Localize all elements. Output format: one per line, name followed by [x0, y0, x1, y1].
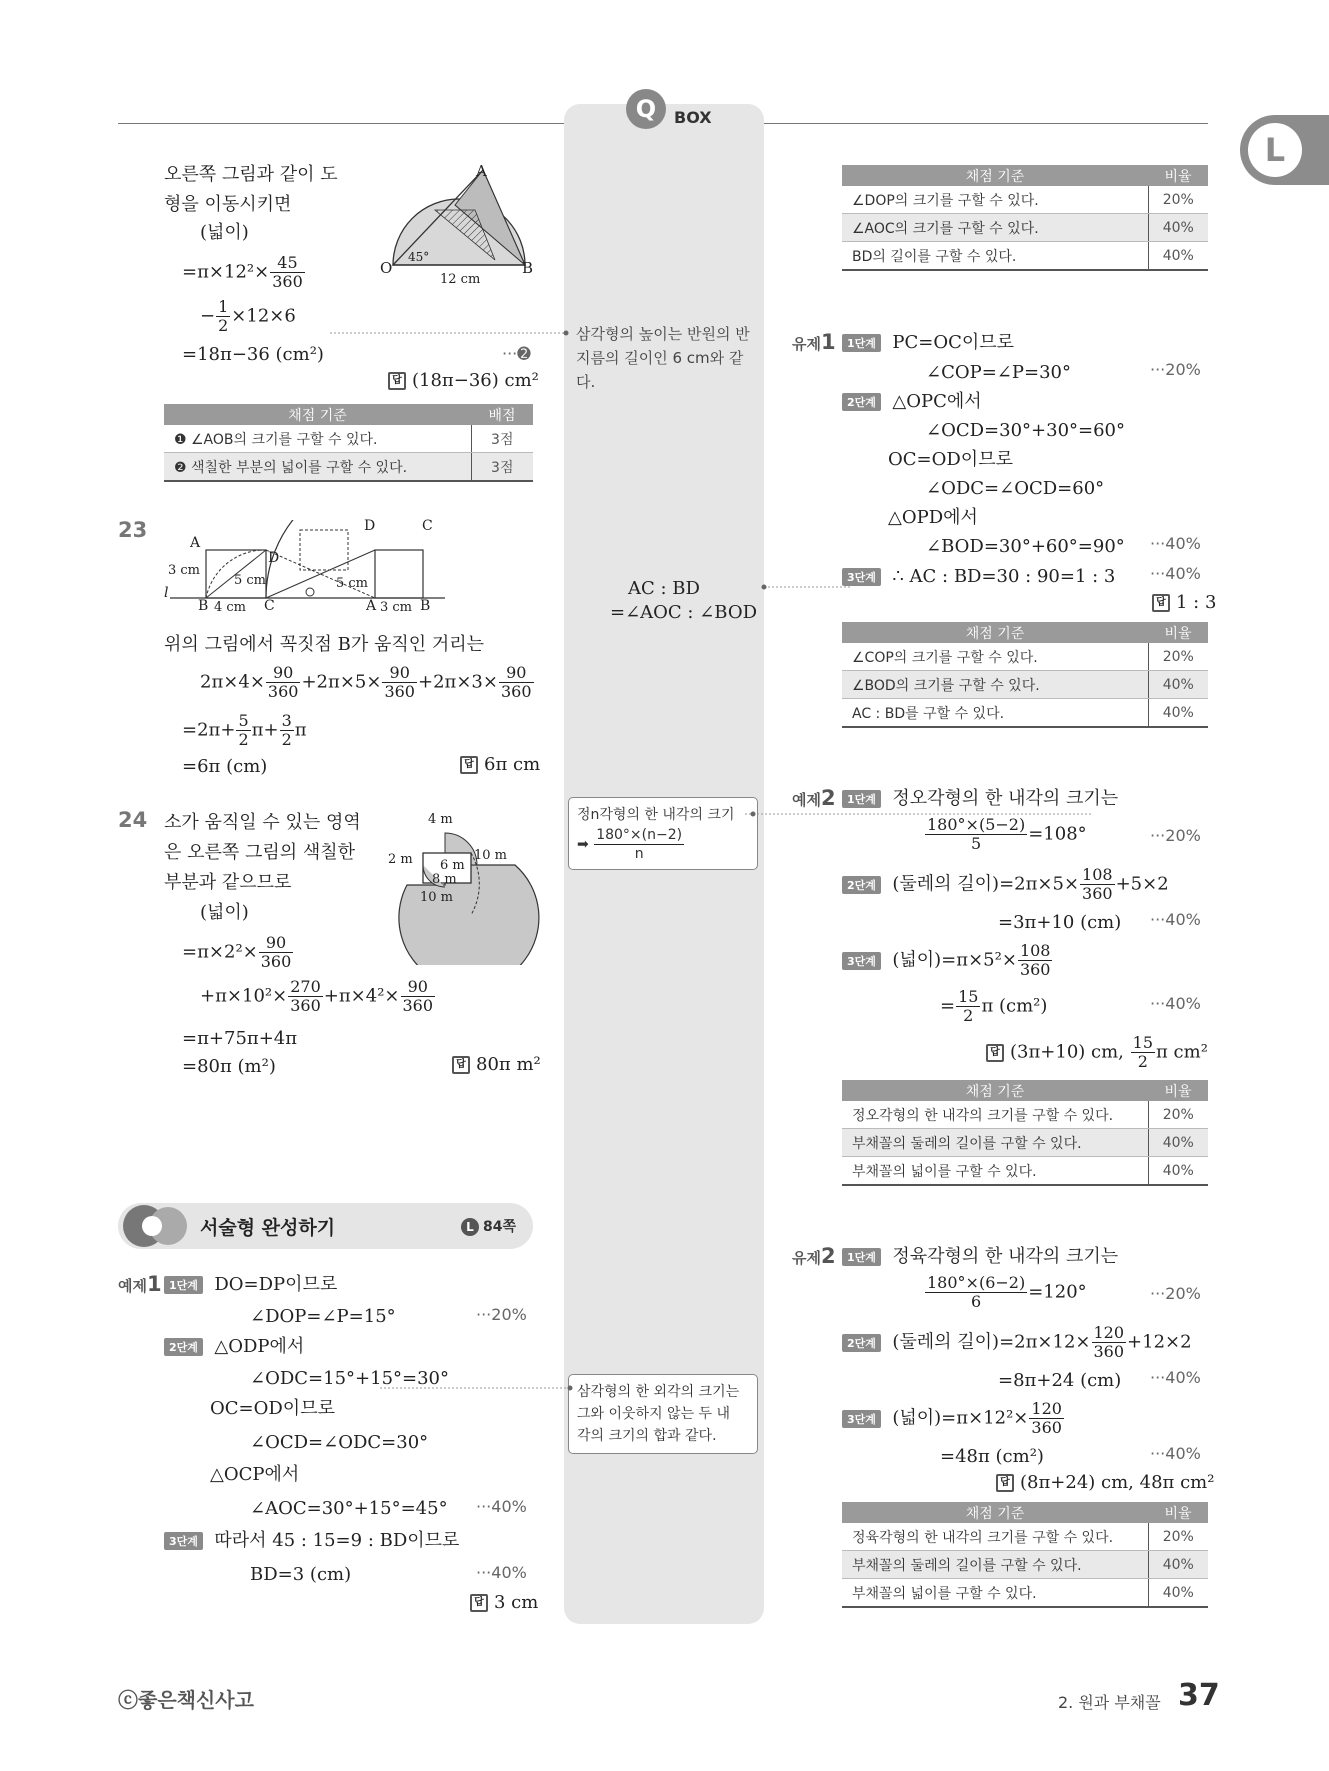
- table-cell: BD의 길이를 구할 수 있다.: [842, 242, 1148, 271]
- table-cell: 부채꼴의 둘레의 길이를 구할 수 있다.: [842, 1551, 1148, 1579]
- table-header: 비율: [1148, 165, 1208, 186]
- yu1-s1-l2: ∠COP=∠P=30°: [926, 362, 1071, 383]
- table-cell: 부채꼴의 넓이를 구할 수 있다.: [842, 1579, 1148, 1608]
- note-interior-angle-formula: ➡ $\frac{180^\circ\times(n-2)}{n}$: [577, 827, 683, 862]
- yu2-answer: 답 (8π+24) cm, 48π cm²: [996, 1472, 1214, 1493]
- chapter-title: 2. 원과 부채꼴: [1058, 1693, 1161, 1712]
- ex1-s2-pct: ···40%: [476, 1497, 527, 1516]
- ex2-s1: 1단계 정오각형의 한 내각의 크기는: [842, 784, 1118, 813]
- yu2-s3: 3단계 (넓이)=π×12²× $\frac{120}{360}$: [842, 1400, 1065, 1437]
- table-cell: 20%: [1148, 1101, 1208, 1129]
- p24-fig-a: 4 m: [428, 812, 453, 827]
- yu1-s2-l3: OC=OD이므로: [888, 449, 1013, 470]
- p24-number: 24: [118, 808, 148, 832]
- yu2-s3-pct: ···40%: [1150, 1444, 1201, 1463]
- p23-fig-l: l: [164, 585, 169, 601]
- publisher: ⓒ좋은책신사고: [118, 1688, 254, 1712]
- p24-text1: 소가 움직일 수 있는 영역: [164, 812, 361, 833]
- table-header: 채점 기준: [842, 1502, 1148, 1523]
- p24-fig-d: 8 m: [432, 872, 457, 887]
- p22-fig-B: B: [522, 259, 534, 277]
- p23-text: 위의 그림에서 꼭짓점 B가 움직인 거리는: [164, 634, 485, 655]
- p24-area: (넓이): [200, 902, 249, 923]
- ex2-label: 예제2: [792, 786, 836, 810]
- ex2-s2-pct: ···40%: [1150, 910, 1201, 929]
- p22-fig-A: A: [476, 162, 487, 180]
- table-cell: 부채꼴의 넓이를 구할 수 있다.: [842, 1157, 1148, 1186]
- note-interior-angle-title: 정n각형의 한 내각의 크기: [577, 807, 735, 823]
- p23-fig-d1: 5 cm: [234, 573, 267, 588]
- p24-fig-e: 10 m: [474, 848, 508, 863]
- table-cell: 3점: [471, 453, 533, 482]
- p24-fig-b: 2 m: [388, 852, 413, 867]
- answer-icon: 답: [986, 1044, 1004, 1062]
- table-cell: 20%: [1148, 186, 1208, 214]
- note-triangle-height: 삼각형의 높이는 반원의 반 지름의 길이인 6 cm와 같 다.: [576, 325, 750, 391]
- p22-f1: =π×12²× $\frac{45}{360}$: [182, 253, 303, 291]
- p24-answer: 답 80π m²: [452, 1054, 541, 1075]
- table-cell: ∠BOD의 크기를 구할 수 있다.: [842, 671, 1148, 699]
- table-header: 채점 기준: [842, 1080, 1148, 1101]
- p22-f3: =18π−36 (cm²): [182, 344, 324, 365]
- p23-fig-B: B: [198, 598, 209, 614]
- p23-fig-C2: C: [422, 518, 433, 534]
- yu1-s3-pct: ···40%: [1150, 564, 1201, 583]
- table4: [842, 1502, 1208, 1608]
- yu2-s2: 2단계 (둘레의 길이)=2π×12× $\frac{120}{360}$ +12×2: [842, 1324, 1192, 1361]
- ex1-answer: 답 3 cm: [470, 1592, 538, 1613]
- note-arc-ratio-l2: =∠AOC : ∠BOD: [610, 602, 758, 623]
- ex1-s3-l2: BD=3 (cm): [250, 1564, 352, 1585]
- table-header: 비율: [1148, 1080, 1208, 1101]
- yu2-s1-l2: $\frac{180^\circ\times(6-2)}{6}$ =120°: [927, 1273, 1087, 1311]
- table-cell: ∠DOP의 크기를 구할 수 있다.: [842, 186, 1148, 214]
- p22-fig-angle: 45°: [408, 250, 430, 264]
- note-exterior-angle: 삼각형의 한 외각의 크기는 그와 이웃하지 않는 두 내 각의 크기의 합과 같다.: [568, 1374, 758, 1454]
- p22-fig-O: O: [380, 259, 393, 277]
- ex1-s3: 3단계 따라서 45 : 15=9 : BD이므로: [164, 1526, 459, 1555]
- p24-fig-f: 10 m: [420, 890, 454, 905]
- yu1-answer: 답 1 : 3: [1152, 592, 1216, 613]
- p24-text3: 부분과 같으므로: [164, 872, 292, 893]
- ex1-s1: 1단계 DO=DP이므로: [164, 1270, 337, 1299]
- answer-icon: 답: [470, 1594, 488, 1612]
- banner-page: L 84쪽: [461, 1216, 516, 1236]
- yu1-s2-l2: ∠OCD=30°+30°=60°: [926, 420, 1126, 441]
- yu1-label: 유제1: [792, 330, 836, 354]
- ex1-s2-l3: OC=OD이므로: [210, 1398, 335, 1419]
- banner-title: 서술형 완성하기: [200, 1217, 336, 1239]
- ex1-s2-l4: ∠OCD=∠ODC=30°: [250, 1432, 429, 1453]
- page-number: 37: [1178, 1678, 1220, 1713]
- table-cell: ∠COP의 크기를 구할 수 있다.: [842, 643, 1148, 671]
- answer-icon: 답: [460, 756, 478, 774]
- ex2-answer: 답 (3π+10) cm, $\frac{15}{2}$ π cm²: [986, 1034, 1208, 1071]
- p23-fig-D2: D: [364, 518, 376, 534]
- yu2-label: 유제2: [792, 1244, 836, 1268]
- p22-f2: − $\frac{1}{2}$ ×12×6: [200, 297, 296, 335]
- ex2-s2: 2단계 (둘레의 길이)=2π×5× $\frac{108}{360}$ +5×2: [842, 866, 1169, 903]
- ex1-s2: 2단계 △ODP에서: [164, 1332, 304, 1361]
- yu1-s1: 1단계 PC=OC이므로: [842, 328, 1014, 357]
- table-cell: 20%: [1148, 643, 1208, 671]
- p22-text2: 형을 이동시키면: [164, 194, 292, 215]
- table-header: 비율: [1148, 1502, 1208, 1523]
- yu2-s2-pct: ···40%: [1150, 1368, 1201, 1387]
- p23-f2: =2π+ $\frac{5}{2}$ π+ $\frac{3}{2}$ π: [182, 711, 307, 749]
- p23-fig-d2: 5 cm: [336, 576, 369, 591]
- yu1-s1-pct: ···20%: [1150, 360, 1201, 379]
- p24-f2: +π×10²× $\frac{270}{360}$ +π×4²× $\frac{90}{360}$: [200, 977, 434, 1015]
- table-cell: 20%: [1148, 1523, 1208, 1551]
- p23-answer: 답 6π cm: [460, 754, 540, 775]
- table-cell: AC : BD를 구할 수 있다.: [842, 699, 1148, 728]
- yu1-s2: 2단계 △OPC에서: [842, 387, 982, 416]
- table-cell: 3점: [471, 425, 533, 453]
- table-cell: ❷ 색칠한 부분의 넓이를 구할 수 있다.: [164, 453, 471, 482]
- table-cell: ❶ ∠AOB의 크기를 구할 수 있다.: [164, 425, 471, 453]
- p23-fig-C: C: [264, 598, 275, 614]
- table-header: 비율: [1148, 622, 1208, 643]
- ex2-s1-pct: ···20%: [1150, 826, 1201, 845]
- table-cell: ∠AOC의 크기를 구할 수 있다.: [842, 214, 1148, 242]
- table-cell: 40%: [1148, 671, 1208, 699]
- ex1-s1-pct: ···20%: [476, 1305, 527, 1324]
- p22-text1: 오른쪽 그림과 같이 도: [164, 164, 338, 185]
- ex1-s3-pct: ···40%: [476, 1563, 527, 1582]
- table-cell: 정육각형의 한 내각의 크기를 구할 수 있다.: [842, 1523, 1148, 1551]
- table-header: 채점 기준: [842, 165, 1148, 186]
- p23-f1: 2π×4× $\frac{90}{360}$ +2π×5× $\frac{90}{360}$ +2π×3× $\frac{90}{360}$: [200, 663, 532, 701]
- answer-icon: 답: [452, 1056, 470, 1074]
- table1: [842, 165, 1208, 271]
- ex1-s2-l6: ∠AOC=30°+15°=45°: [250, 1498, 448, 1519]
- ex1-s2-l5: △OCP에서: [210, 1464, 300, 1485]
- p23-fig-A: A: [190, 535, 201, 551]
- answer-icon: 답: [996, 1474, 1014, 1492]
- p24-f1: =π×2²× $\frac{90}{360}$: [182, 933, 292, 971]
- answer-icon: 답: [388, 372, 406, 390]
- ex2-s3: 3단계 (넓이)=π×5²× $\frac{108}{360}$: [842, 942, 1053, 979]
- yu2-s1: 1단계 정육각형의 한 내각의 크기는: [842, 1242, 1118, 1271]
- ex2-s1-l2: $\frac{180^\circ\times(5-2)}{5}$ =108°: [927, 815, 1087, 853]
- table-cell: 부채꼴의 둘레의 길이를 구할 수 있다.: [842, 1129, 1148, 1157]
- p22-marker: ···➋: [502, 344, 531, 363]
- table-cell: 40%: [1148, 242, 1208, 271]
- yu1-s2-l6: ∠BOD=30°+60°=90°: [926, 536, 1125, 557]
- table3: [842, 1080, 1208, 1186]
- p24-f4: =80π (m²): [182, 1056, 276, 1077]
- p23-number: 23: [118, 518, 148, 542]
- p22-fig-len: 12 cm: [440, 272, 481, 287]
- table-header: 채점 기준: [164, 404, 471, 425]
- p23-fig-B2: B: [420, 598, 431, 614]
- yu2-s2-l2: =8π+24 (cm): [998, 1370, 1122, 1391]
- yu2-s1-pct: ···20%: [1150, 1284, 1201, 1303]
- yu1-s2-pct: ···40%: [1150, 534, 1201, 553]
- qbox-badge: Q: [626, 89, 666, 129]
- table-cell: 40%: [1148, 1157, 1208, 1186]
- table-cell: 40%: [1148, 1129, 1208, 1157]
- table2: [842, 622, 1208, 728]
- p24-text2: 은 오른쪽 그림의 색칠한: [164, 842, 356, 863]
- ex2-s3-l2: = $\frac{15}{2}$ π (cm²): [940, 987, 1048, 1025]
- qbox-label: BOX: [674, 108, 712, 127]
- yu1-s3: 3단계 ∴ AC : BD=30 : 90=1 : 3: [842, 562, 1115, 591]
- yu1-s2-l4: ∠ODC=∠OCD=60°: [926, 478, 1105, 499]
- table-header: 배점: [471, 404, 533, 425]
- p23-fig-w1: 4 cm: [214, 600, 247, 615]
- table-cell: 정오각형의 한 내각의 크기를 구할 수 있다.: [842, 1101, 1148, 1129]
- p24-f3: =π+75π+4π: [182, 1028, 298, 1049]
- table-cell: 40%: [1148, 1551, 1208, 1579]
- ex1-label: 예제1: [118, 1272, 162, 1296]
- note-arc-ratio-l1: AC : BD: [628, 578, 700, 599]
- section-tab-letter: L: [1248, 123, 1302, 177]
- p23-fig-A2: A: [366, 598, 377, 614]
- p23-fig-w2: 3 cm: [380, 600, 413, 615]
- p22-answer: 답 (18π−36) cm²: [388, 370, 539, 391]
- ex2-s3-pct: ···40%: [1150, 994, 1201, 1013]
- ex1-s2-l2: ∠ODC=15°+15°=30°: [250, 1368, 450, 1389]
- table-cell: 40%: [1148, 214, 1208, 242]
- table-cell: 40%: [1148, 1579, 1208, 1608]
- ex1-s1-l2: ∠DOP=∠P=15°: [250, 1306, 396, 1327]
- p24-fig-c: 6 m: [440, 858, 465, 873]
- p23-fig-D: D: [268, 550, 280, 566]
- ex2-s2-l2: =3π+10 (cm): [998, 912, 1122, 933]
- yu2-s3-l2: =48π (cm²): [940, 1446, 1044, 1467]
- table-cell: 40%: [1148, 699, 1208, 728]
- p23-f3: =6π (cm): [182, 756, 268, 777]
- p23-fig-h: 3 cm: [168, 563, 201, 578]
- answer-icon: 답: [1152, 594, 1170, 612]
- p22-area: (넓이): [200, 222, 249, 243]
- yu1-s2-l5: △OPD에서: [888, 507, 978, 528]
- table-header: 채점 기준: [842, 622, 1148, 643]
